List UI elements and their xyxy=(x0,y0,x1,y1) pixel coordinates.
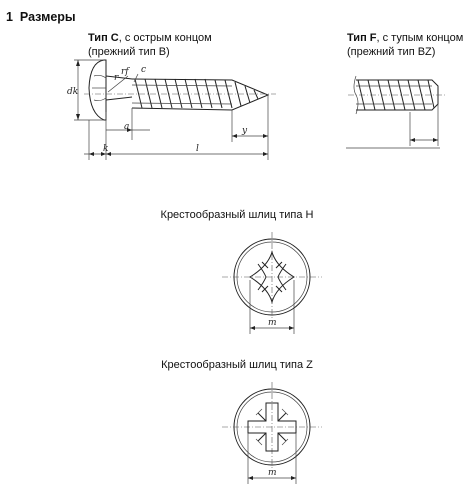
type-f-description: , с тупым концом xyxy=(376,32,464,44)
slot-z-caption: Крестообразный шлиц типа Z xyxy=(161,359,313,371)
type-c-description: , с острым концом xyxy=(118,32,212,44)
dim-l-label: l xyxy=(196,144,199,154)
dim-y-label: y xyxy=(242,126,248,136)
section-title: 1 Размеры xyxy=(6,10,76,24)
slot-h-m-label: m xyxy=(268,318,277,328)
dim-r-label: r xyxy=(114,73,119,83)
type-f-name: Тип F xyxy=(347,32,377,44)
slot-z-m-label: m xyxy=(268,468,277,478)
dim-rf-label: rf xyxy=(121,67,129,77)
dim-k-label: k xyxy=(103,144,109,154)
dim-a-label: a xyxy=(124,122,130,132)
type-c-name: Тип С xyxy=(88,32,119,44)
dim-dk-label: dk xyxy=(67,87,79,97)
dim-c-label: c xyxy=(141,65,147,75)
type-c-former-type: (прежний тип В) xyxy=(88,46,170,58)
slot-h-caption: Крестообразный шлиц типа H xyxy=(160,209,314,221)
type-f-former-type: (прежний тип BZ) xyxy=(347,46,436,58)
